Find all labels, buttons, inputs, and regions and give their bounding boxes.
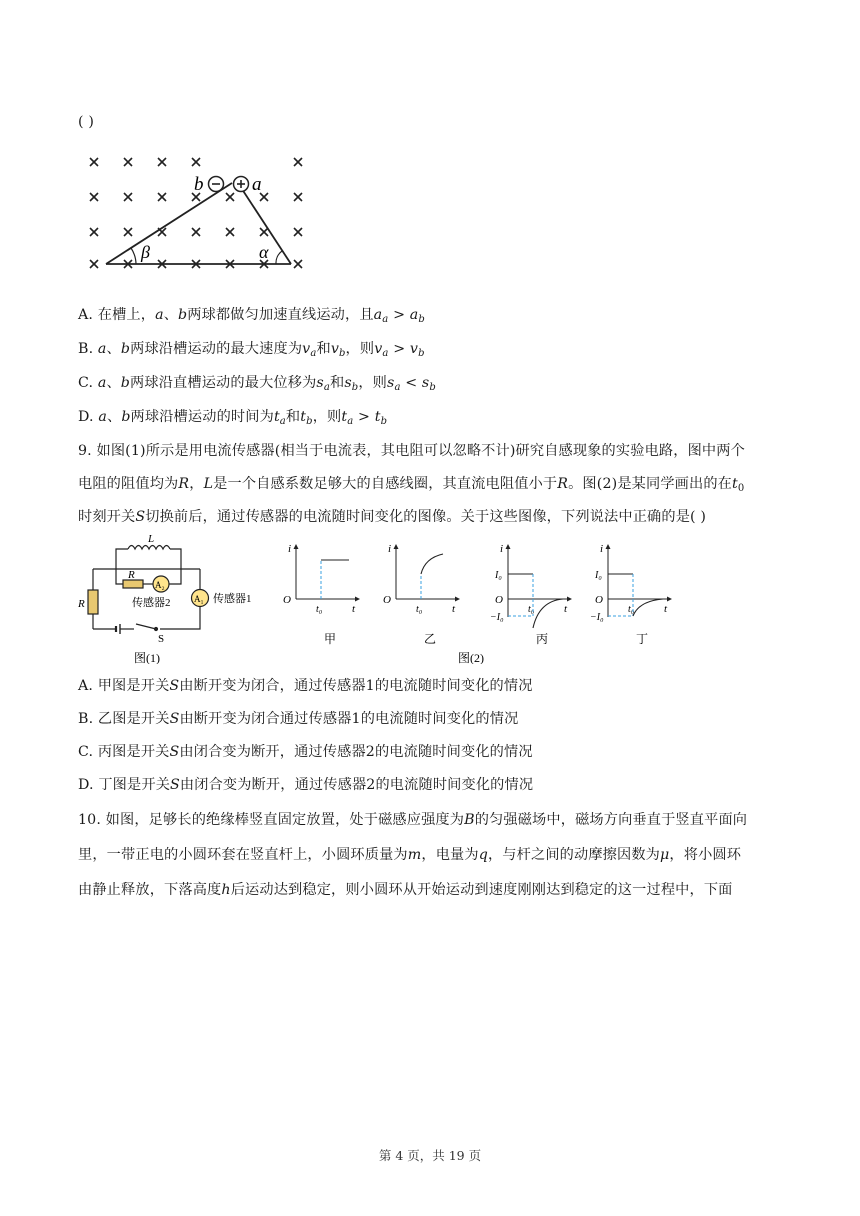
negI0-label: −I₀ (590, 612, 604, 623)
figure2-caption: 图(2) (458, 651, 484, 664)
axis-label-t: t (664, 603, 668, 615)
svg-text:S: S (158, 633, 165, 645)
q9-stem-line1: 9. 如图(1)所示是用电流传感器(相当于电流表，其电阻可以忽略不计)研究自感现象的实验电路，图中两个 (78, 443, 745, 459)
svg-text:传感器1: 传感器1 (213, 593, 252, 605)
I0-label: I₀ (495, 570, 502, 581)
t0-label: t₀ (316, 604, 323, 615)
q10-stem-line1: 10. 如图，足够长的绝缘棒竖直固定放置，处于磁感应强度为B的匀强磁场中，磁场方向垂直于竖直平面向 (78, 812, 748, 828)
origin-label: O (383, 594, 391, 606)
circuit-diagram (88, 546, 209, 635)
q9-option-a[interactable]: A. 甲图是开关S由断开变为闭合，通过传感器1的电流随时间变化的情况 (78, 678, 533, 694)
q8-answer-paren: ( ) (78, 114, 95, 130)
svg-text:L: L (148, 534, 155, 545)
page-footer: 第 4 页，共 19 页 (378, 1148, 482, 1163)
q9-option-b[interactable]: B. 乙图是开关S由断开变为闭合通过传感器1的电流随时间变化的情况 (78, 711, 519, 727)
q9-stem-line2: 电阻的阻值均为R，L是一个自感系数足够大的自感线圈，其直流电阻值小于R。图(2)是某同学画出的在$t_0$ (78, 476, 745, 494)
q8-option-b[interactable]: B. a、b两球沿槽运动的最大速度为$v_a$和$v_b$，则$v_a > v_b$ (78, 341, 425, 359)
axis-label-t: t (452, 603, 456, 615)
svg-text:A₂: A₂ (155, 580, 165, 590)
q10-stem-line2: 里，一带正电的小圆环套在竖直杆上，小圆环质量为m，电量为q，与杆之间的动摩擦因数为μ，将小圆环 (78, 847, 742, 863)
q9-figures (76, 534, 686, 664)
I0-label: I₀ (595, 570, 602, 581)
q8-track-figure (84, 152, 314, 277)
q10-stem-line3: 由静止释放，下落高度h后运动达到稳定，则小圆环从开始运动到速度刚刚达到稳定的这一过程中，下面 (78, 882, 733, 898)
graph-name: 甲 (324, 632, 337, 646)
axis-label-t: t (564, 603, 568, 615)
angle-alpha: α (259, 242, 269, 262)
svg-text:R: R (128, 569, 135, 581)
t0-label: t₀ (628, 604, 635, 615)
axis-label-i: i (500, 543, 504, 555)
q9-stem-line3: 时刻开关S切换前后，通过传感器的电流随时间变化的图像。关于这些图像，下列说法中正确的是( ) (78, 509, 707, 525)
t0-label: t₀ (416, 604, 423, 615)
svg-text:R: R (78, 598, 85, 610)
origin-label: O (495, 594, 503, 606)
origin-label: O (595, 594, 603, 606)
graph-name: 丙 (536, 632, 549, 646)
t0-label: t₀ (528, 604, 535, 615)
svg-text:A₁: A₁ (194, 594, 204, 604)
current-time-graphs (283, 543, 672, 646)
figure1-caption: 图(1) (134, 651, 160, 664)
graph-name: 丁 (636, 632, 649, 646)
graph-name: 乙 (424, 632, 437, 646)
label-a: a (252, 174, 262, 195)
origin-label: O (283, 594, 291, 606)
q8-option-a[interactable]: A. 在槽上，a、b两球都做匀加速直线运动，且$a_a > a_b$ (78, 307, 425, 325)
q9-option-d[interactable]: D. 丁图是开关S由闭合变为断开，通过传感器2的电流随时间变化的情况 (78, 777, 534, 793)
q8-option-c[interactable]: C. a、b两球沿直槽运动的最大位移为$s_a$和$s_b$，则$s_a < s_b$ (78, 375, 436, 393)
svg-text:传感器2: 传感器2 (132, 597, 171, 609)
axis-label-t: t (352, 603, 356, 615)
negI0-label: −I₀ (490, 612, 504, 623)
axis-label-i: i (288, 543, 292, 555)
q9-option-c[interactable]: C. 丙图是开关S由闭合变为断开，通过传感器2的电流随时间变化的情况 (78, 744, 533, 760)
angle-beta: β (141, 242, 150, 262)
label-b: b (194, 174, 204, 195)
q8-option-d[interactable]: D. a、b两球沿槽运动的时间为$t_a$和$t_b$，则$t_a > t_b$ (78, 409, 388, 427)
axis-label-i: i (388, 543, 392, 555)
axis-label-i: i (600, 543, 604, 555)
